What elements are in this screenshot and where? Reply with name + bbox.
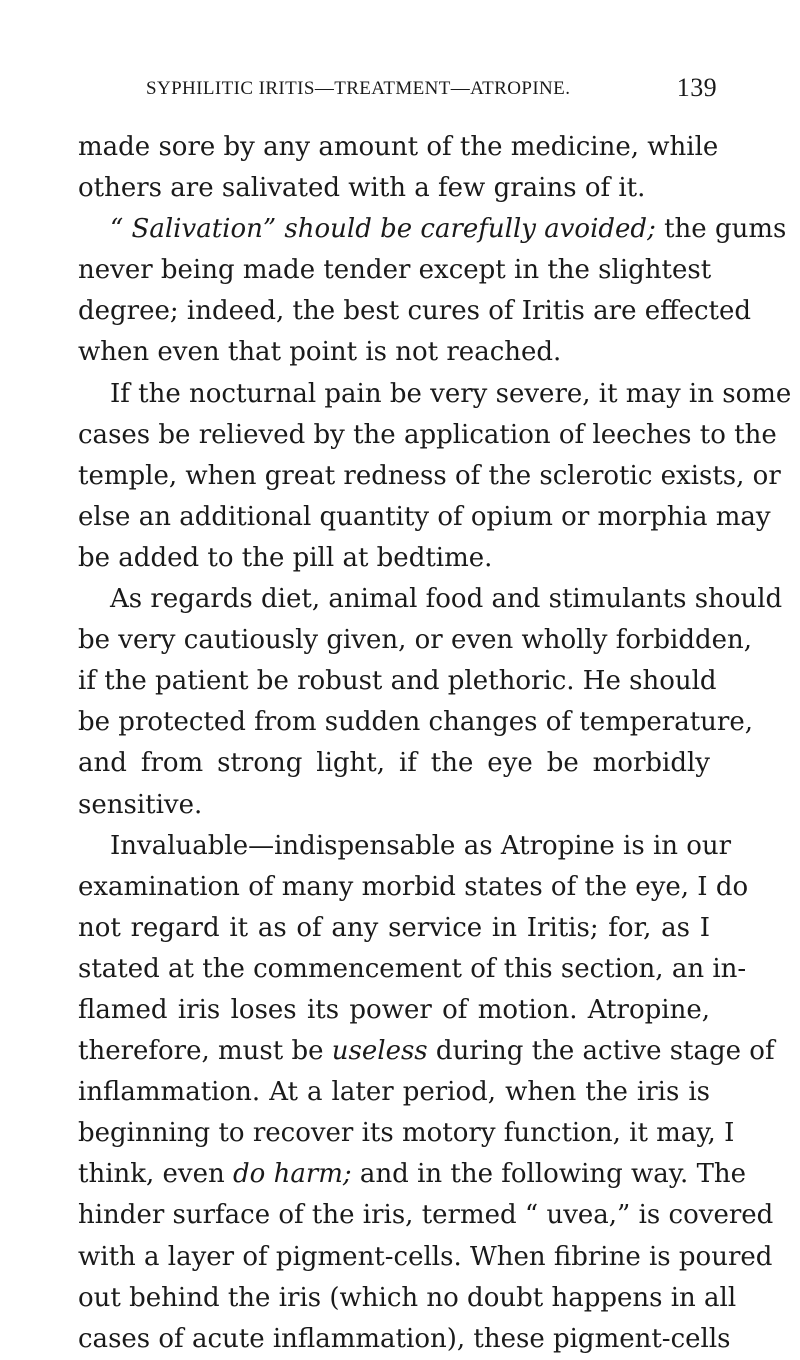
text-line: be protected from sudden changes of temperature, xyxy=(78,707,754,738)
text-line: beginning to recover its motory function, it may, I xyxy=(78,1118,735,1149)
text-line: never being made tender except in the slightest xyxy=(78,255,712,286)
text-line: cases of acute inflammation), these pigment-cells xyxy=(78,1323,731,1354)
text-line: cases be relieved by the application of leeches to the xyxy=(78,419,777,450)
text-line: not regard it as of any service in Iritis; for, as I xyxy=(78,912,710,943)
text-line: out behind the iris (which no doubt happens in all xyxy=(78,1282,737,1313)
text-line: If the nocturnal pain be very severe, it may in some xyxy=(110,378,792,409)
running-header xyxy=(146,73,717,102)
text-line: made sore by any amount of the medicine, while xyxy=(78,132,719,162)
text-line: hinder surface of the iris, termed “ uvea,” is covered xyxy=(78,1200,774,1231)
text-line: think, even do harm; and in the following way. The xyxy=(78,1159,747,1190)
text-line: be added to the pill at bedtime. xyxy=(78,542,493,573)
body-text xyxy=(78,127,792,1360)
text-line: with a layer of pigment-cells. When fibrine is poured xyxy=(78,1241,773,1272)
text-line: Invaluable—indispensable as Atropine is in our xyxy=(110,830,732,861)
text-line: else an additional quantity of opium or morphia may xyxy=(78,501,771,532)
text-line: therefore, must be useless during the active stage of xyxy=(78,1036,775,1067)
text-line: stated at the commencement of this section, an in- xyxy=(78,953,747,984)
text-line: when even that point is not reached. xyxy=(78,337,562,368)
page-number: 139 xyxy=(676,73,717,102)
text-line: others are salivated with a few grains of it. xyxy=(78,173,646,204)
text-line: be very cautiously given, or even wholly forbidden, xyxy=(78,625,753,656)
text-line: flamed iris loses its power of motion. Atropine, xyxy=(78,994,710,1025)
running-title: SYPHILITIC IRITIS—TREATMENT—ATROPINE. xyxy=(146,78,571,99)
italic-phrase: “ Salivation” should be carefully avoided; xyxy=(110,214,665,245)
text-line: As regards diet, animal food and stimulants should xyxy=(110,584,783,615)
text-line: sensitive. xyxy=(78,789,203,820)
text-line: examination of many morbid states of the eye, I do xyxy=(78,871,749,902)
text-line: “ Salivation” should be carefully avoided; the gums xyxy=(110,214,787,245)
italic-phrase: do harm; xyxy=(233,1159,352,1190)
text-line: and from strong light, if the eye be morbidly xyxy=(78,748,710,779)
text-line: degree; indeed, the best cures of Iritis are effected xyxy=(78,296,752,327)
text-line: if the patient be robust and plethoric. He should xyxy=(78,666,717,697)
text-line: inflammation. At a later period, when the iris is xyxy=(78,1077,710,1108)
italic-word: useless xyxy=(331,1036,428,1067)
text-line: temple, when great redness of the sclerotic exists, or xyxy=(78,460,781,491)
